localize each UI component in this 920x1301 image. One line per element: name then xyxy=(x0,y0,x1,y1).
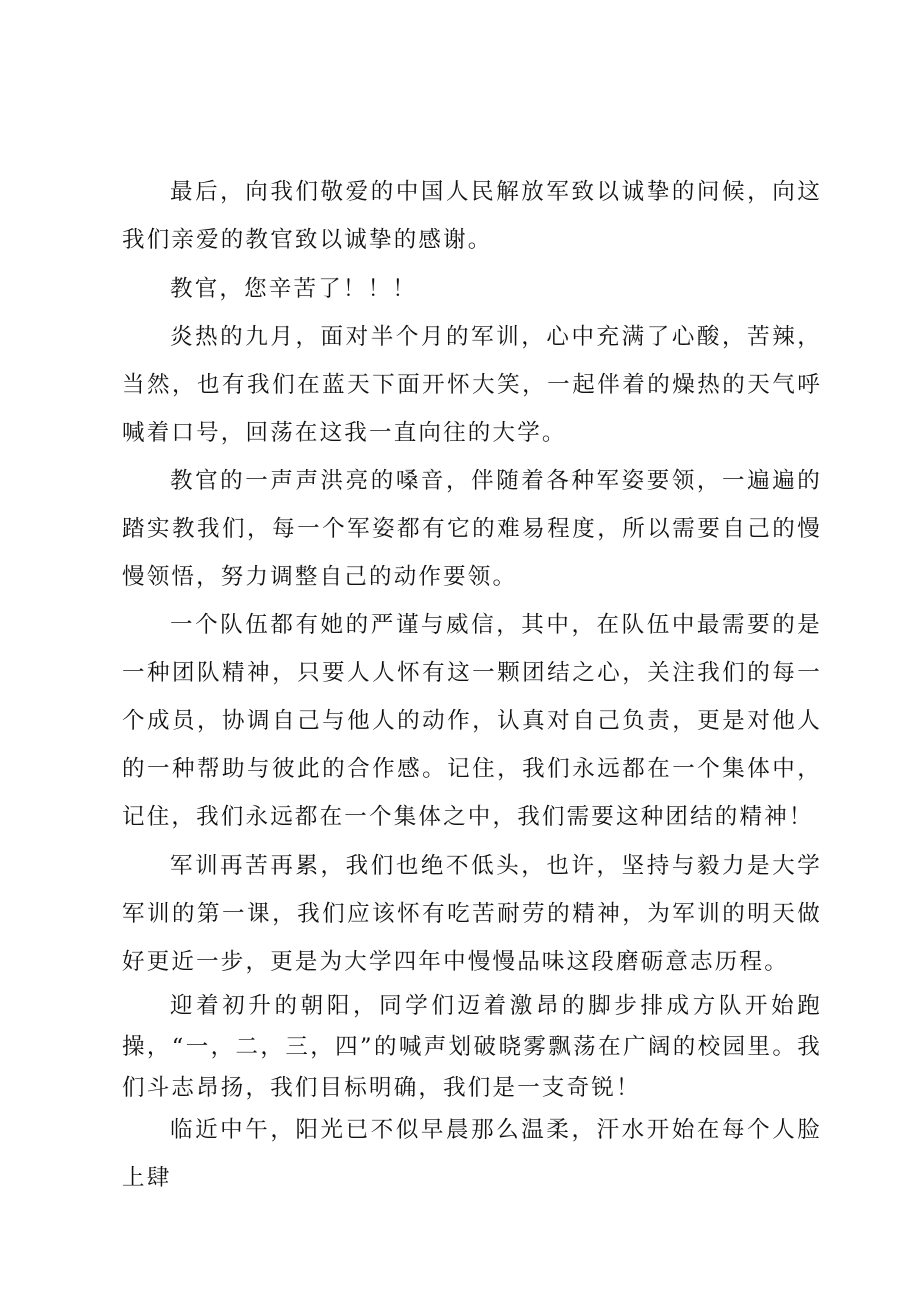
paragraph-1 xyxy=(122,168,822,264)
paragraph-text: 最后，向我们敬爱的中国人民解放军致以诚挚的问候，向这我们亲爱的教官致以诚挚的感谢。 xyxy=(122,179,822,253)
paragraph-3 xyxy=(122,313,822,457)
paragraph-text: 一个队伍都有她的严谨与威信，其中，在队伍中最需要的是一种团队精神，只要人人怀有这一颗团结之心，关注我们的每一个成员，协调自己与他人的动作，认真对自己负责，更是对他人的一种帮助与彼此的合作感。记住，我们永远都在一个集体中，记住，我们永远都在一个集体之中，我们需要这种团结的精神！ xyxy=(122,612,822,830)
paragraph-text: 临近中午，阳光已不似早晨那么温柔，汗水开始在每个人脸上肆 xyxy=(122,1117,822,1191)
paragraph-6 xyxy=(122,842,822,986)
paragraph-text: 迎着初升的朝阳，同学们迈着激昂的脚步排成方队开始跑操，“一，二，三，四”的喊声划破晓雾飘荡在广阔的校园里。我们斗志昂扬，我们目标明确，我们是一支奇锐！ xyxy=(122,993,822,1101)
paragraph-7 xyxy=(122,986,822,1109)
paragraph-text: 军训再苦再累，我们也绝不低头，也许，坚持与毅力是大学军训的第一课，我们应该怀有吃苦耐劳的精神，为军训的明天做好更近一步，更是为大学四年中慢慢品味这段磨砺意志历程。 xyxy=(122,853,822,975)
paragraph-4 xyxy=(122,457,822,601)
paragraph-2 xyxy=(122,265,822,313)
paragraph-8 xyxy=(122,1106,822,1202)
paragraph-5 xyxy=(122,601,822,841)
paragraph-text: 教官的一声声洪亮的嗓音，伴随着各种军姿要领，一遍遍的踏实教我们，每一个军姿都有它的难易程度，所以需要自己的慢慢领悟，努力调整自己的动作要领。 xyxy=(122,468,822,590)
paragraph-text: 教官，您辛苦了！！！ xyxy=(170,276,418,302)
paragraph-text: 炎热的九月，面对半个月的军训，心中充满了心酸，苦辣，当然，也有我们在蓝天下面开怀大笑，一起伴着的燥热的天气呼喊着口号，回荡在这我一直向往的大学。 xyxy=(122,324,822,446)
